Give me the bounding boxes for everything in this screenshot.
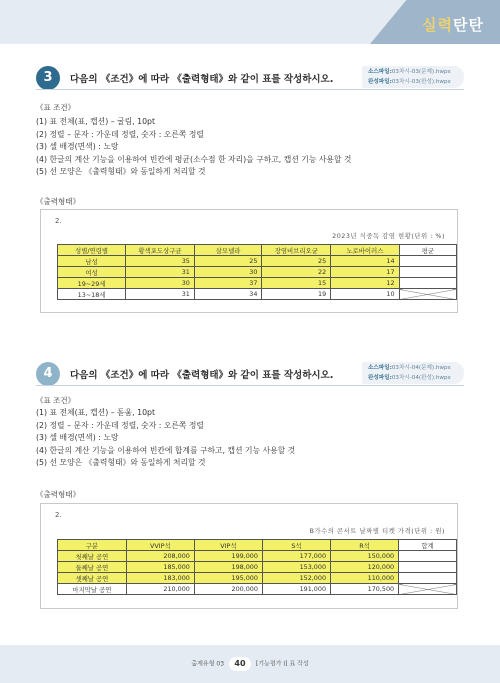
condition-item: (1) 표 전체(표, 캡션) – 굴림, 10pt xyxy=(36,117,156,126)
row-label-cell: 셋째날 공연 xyxy=(58,573,127,584)
footer-left: 출제유형 03 xyxy=(191,660,225,668)
header-cell: 황색포도상구균 xyxy=(126,245,195,256)
table-row xyxy=(58,573,457,584)
table-row xyxy=(58,584,457,595)
question-title: 다음의 《조건》에 따라 《출력형태》와 같이 표를 작성하시오. xyxy=(70,74,334,85)
hatched-cell xyxy=(399,289,456,300)
value-cell: 31 xyxy=(126,267,195,278)
question-number: 4 xyxy=(36,362,60,386)
table-row xyxy=(58,256,457,267)
empty-cell xyxy=(399,256,456,267)
row-label-cell: 마지막날 공연 xyxy=(58,584,127,595)
table-header-row xyxy=(58,245,457,256)
value-cell: 150,000 xyxy=(331,551,399,562)
table-caption: 2023년 식중독 감염 현황(단위 : %) xyxy=(332,232,445,240)
row-label-cell: 여성 xyxy=(58,267,126,278)
row-label-cell: 13~18세 xyxy=(58,289,126,300)
condition-item: (4) 한글의 계산 기능을 이용하여 빈칸에 합계를 구하고, 캡션 기능 사용할 것 xyxy=(36,445,296,455)
done-file-name: 03차시-04(완성).hwpx xyxy=(391,375,451,381)
row-label-cell: 남성 xyxy=(58,256,126,267)
header-cell: S석 xyxy=(262,540,330,551)
row-label-cell: 19~29세 xyxy=(58,278,126,289)
file-info xyxy=(362,66,464,88)
value-cell: 12 xyxy=(331,278,399,289)
box-number: 2. xyxy=(55,217,62,225)
header-cell: 구분 xyxy=(58,540,127,551)
value-cell: 34 xyxy=(194,289,262,300)
table-row xyxy=(58,267,457,278)
header-band xyxy=(0,0,500,44)
table-row xyxy=(58,278,457,289)
output-box xyxy=(40,209,458,313)
title-underline xyxy=(36,89,464,90)
value-cell: 208,000 xyxy=(126,551,194,562)
value-cell: 15 xyxy=(262,278,331,289)
table-row xyxy=(58,551,457,562)
data-table xyxy=(57,244,457,300)
footer-content xyxy=(0,657,500,671)
value-cell: 25 xyxy=(194,256,262,267)
value-cell: 37 xyxy=(194,278,262,289)
question-header xyxy=(36,66,464,90)
value-cell: 170,500 xyxy=(331,584,399,595)
output-label: 《출력형태》 xyxy=(36,197,80,206)
row-label-cell: 둘째날 공연 xyxy=(58,562,127,573)
header-cell: VIP석 xyxy=(194,540,262,551)
condition-item: (2) 정렬 – 문자 : 가운데 정렬, 숫자 : 오른쪽 정렬 xyxy=(36,129,204,139)
header-cell: VVIP석 xyxy=(126,540,194,551)
header-cell: 합계 xyxy=(399,540,457,551)
empty-cell xyxy=(399,267,456,278)
condition-item: (5) 선 모양은 《출력형태》와 동일하게 처리할 것 xyxy=(36,458,206,467)
condition-item: (1) 표 전체(표, 캡션) – 돋움, 10pt xyxy=(36,408,156,417)
header-cell: 평균 xyxy=(399,245,456,256)
question-header xyxy=(36,362,464,386)
header-cell: 살모넬라 xyxy=(194,245,262,256)
box-number: 2. xyxy=(55,511,62,519)
output-box xyxy=(40,503,458,609)
value-cell: 14 xyxy=(331,256,399,267)
empty-cell xyxy=(399,278,456,289)
value-cell: 30 xyxy=(194,267,262,278)
conditions-label: 《표 조건》 xyxy=(36,103,76,112)
table-row xyxy=(58,289,457,300)
output-label: 《출력형태》 xyxy=(36,490,80,499)
done-file-name: 03차시-03(완성).hwpx xyxy=(391,79,451,85)
condition-item: (5) 선 모양은 《출력형태》와 동일하게 처리할 것 xyxy=(36,167,206,176)
header-cell: 성별/연령별 xyxy=(58,245,126,256)
source-file-label: 소스파일: xyxy=(368,69,392,75)
hatched-cell xyxy=(399,584,457,595)
value-cell: 153,000 xyxy=(262,562,330,573)
header-cell: 노로바이러스 xyxy=(331,245,399,256)
logo-part-1: 실력 xyxy=(422,16,454,34)
value-cell: 22 xyxy=(262,267,331,278)
table-caption: B가수의 콘서트 날짜별 티켓 가격(단위 : 원) xyxy=(309,527,445,535)
value-cell: 177,000 xyxy=(262,551,330,562)
value-cell: 210,000 xyxy=(126,584,194,595)
question-number: 3 xyxy=(36,66,60,90)
source-file-label: 소스파일: xyxy=(368,365,392,371)
value-cell: 31 xyxy=(126,289,195,300)
condition-item: (3) 셀 배경(면색) : 노랑 xyxy=(36,142,119,151)
value-cell: 200,000 xyxy=(194,584,262,595)
value-cell: 17 xyxy=(331,267,399,278)
header-cell: 장염비브리오균 xyxy=(262,245,331,256)
value-cell: 185,000 xyxy=(126,562,194,573)
value-cell: 183,000 xyxy=(126,573,194,584)
logo-part-2: 탄탄 xyxy=(453,16,484,34)
value-cell: 10 xyxy=(331,289,399,300)
conditions-label: 《표 조건》 xyxy=(36,396,76,405)
table-header-row xyxy=(58,540,457,551)
condition-item: (3) 셀 배경(면색) : 노랑 xyxy=(36,433,119,442)
value-cell: 152,000 xyxy=(262,573,330,584)
conditions-list xyxy=(36,407,295,470)
source-file-name: 03차시-04(문제).hwpx xyxy=(391,365,451,371)
value-cell: 35 xyxy=(126,256,195,267)
value-cell: 195,000 xyxy=(194,573,262,584)
question-title: 다음의 《조건》에 따라 《출력형태》와 같이 표를 작성하시오. xyxy=(70,370,334,381)
value-cell: 110,000 xyxy=(331,573,399,584)
value-cell: 30 xyxy=(126,278,195,289)
table-row xyxy=(58,562,457,573)
condition-item: (2) 정렬 – 문자 : 가운데 정렬, 숫자 : 오른쪽 정렬 xyxy=(36,420,204,430)
conditions-list xyxy=(36,116,351,179)
file-info xyxy=(362,362,464,384)
footer xyxy=(0,645,500,683)
title-underline xyxy=(36,385,464,386)
value-cell: 19 xyxy=(262,289,331,300)
empty-cell xyxy=(399,562,457,573)
empty-cell xyxy=(399,551,457,562)
footer-right: [기능평가 Ⅰ] 표 작성 xyxy=(255,660,309,668)
row-label-cell: 첫째날 공연 xyxy=(58,551,127,562)
condition-item: (4) 한글의 계산 기능을 이용하여 빈칸에 평균(소수점 한 자리)을 구하고, 캡션 기능 사용할 것 xyxy=(36,154,352,164)
value-cell: 199,000 xyxy=(194,551,262,562)
page-number: 40 xyxy=(229,657,251,671)
value-cell: 25 xyxy=(262,256,331,267)
done-file-label: 완성파일: xyxy=(368,375,392,381)
done-file-label: 완성파일: xyxy=(368,79,392,85)
header-cell: R석 xyxy=(331,540,399,551)
value-cell: 198,000 xyxy=(194,562,262,573)
value-cell: 120,000 xyxy=(331,562,399,573)
logo xyxy=(422,14,484,35)
empty-cell xyxy=(399,573,457,584)
source-file-name: 03차시-03(문제).hwpx xyxy=(391,69,451,75)
data-table xyxy=(57,539,457,595)
value-cell: 191,000 xyxy=(262,584,330,595)
